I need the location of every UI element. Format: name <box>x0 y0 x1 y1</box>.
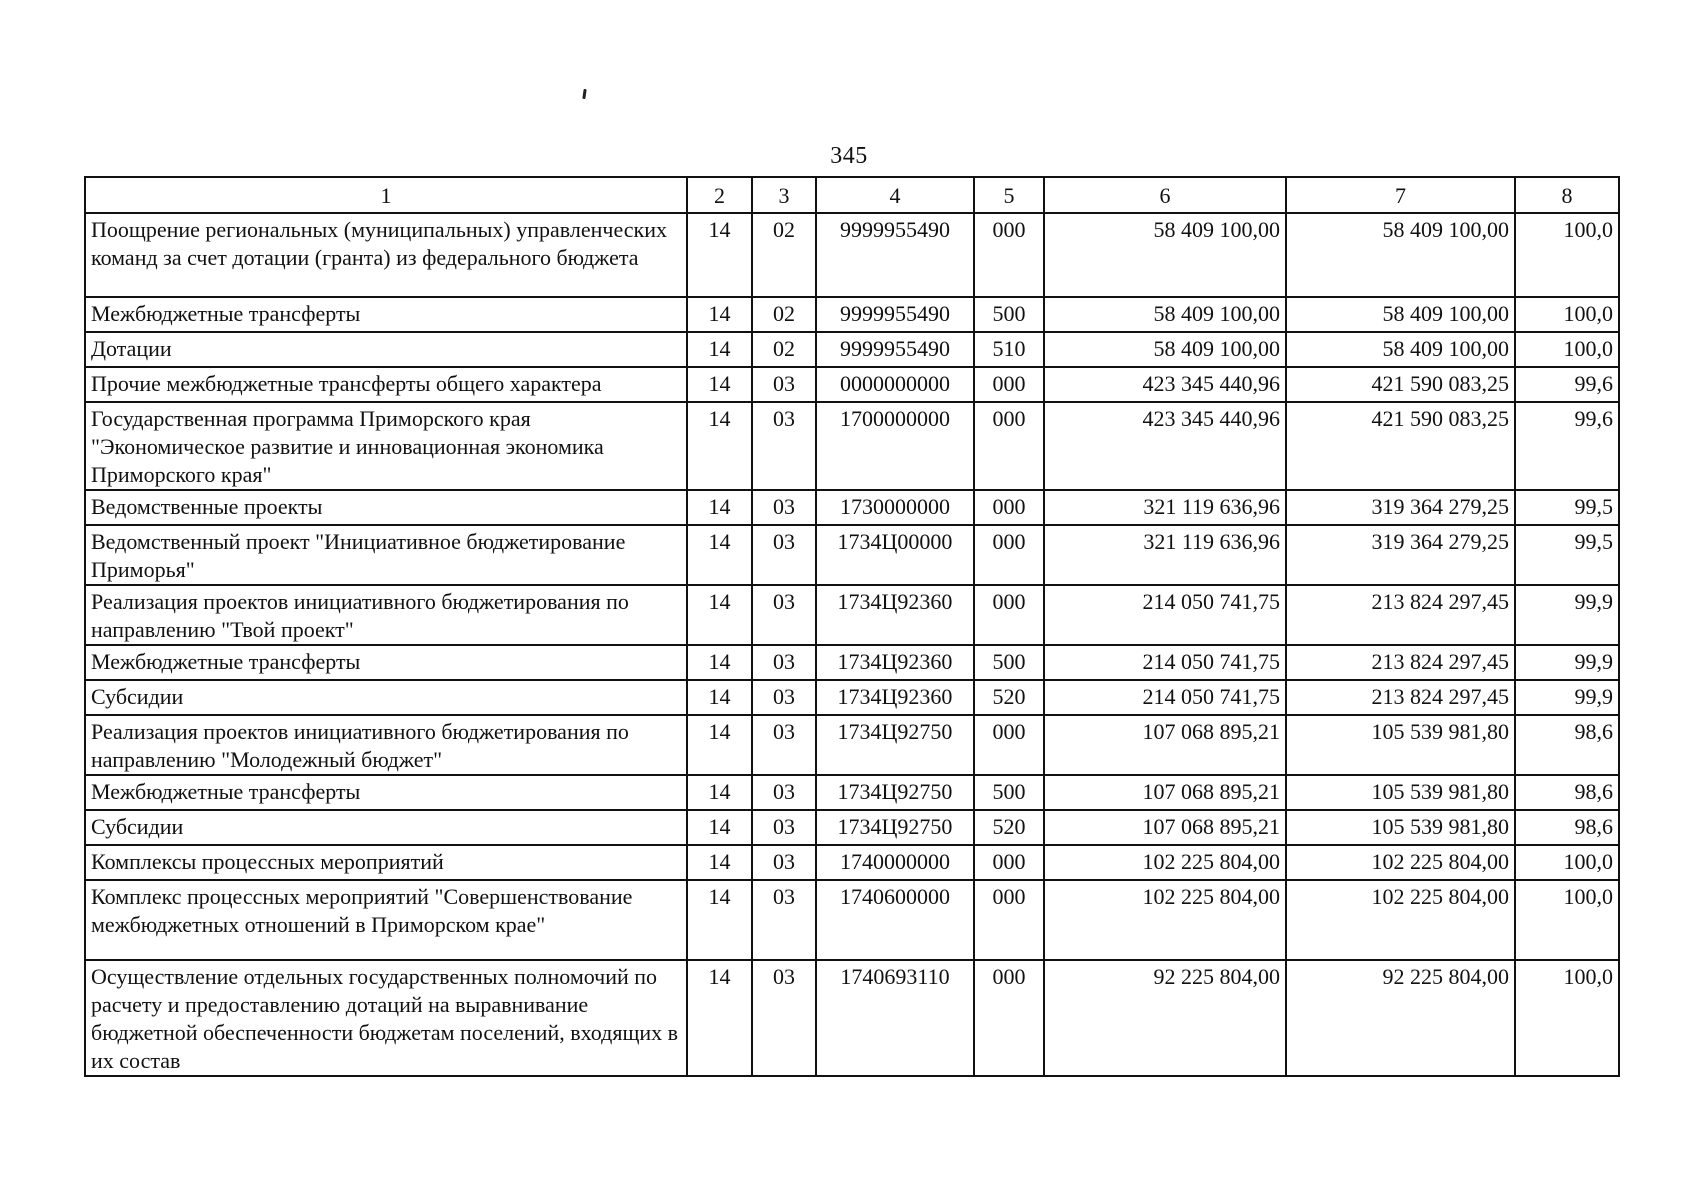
column-header-8: 8 <box>1515 177 1619 213</box>
target-article-code-cell: 9999955490 <box>816 297 974 332</box>
target-article-code-cell: 1734Ц00000 <box>816 525 974 585</box>
execution-percent-cell: 99,9 <box>1515 645 1619 680</box>
expense-type-code-cell: 000 <box>974 367 1044 402</box>
expense-type-code-cell: 000 <box>974 880 1044 960</box>
row-name-cell: Субсидии <box>85 680 687 715</box>
target-article-code-cell: 1740600000 <box>816 880 974 960</box>
row-name-cell: Межбюджетные трансферты <box>85 297 687 332</box>
execution-percent-cell: 99,9 <box>1515 585 1619 645</box>
expense-type-code-cell: 000 <box>974 845 1044 880</box>
subsection-code-cell: 03 <box>752 960 816 1076</box>
target-article-code-cell: 1700000000 <box>816 402 974 490</box>
row-name-cell: Субсидии <box>85 810 687 845</box>
target-article-code-cell: 1734Ц92750 <box>816 775 974 810</box>
table-row <box>85 880 1619 960</box>
column-header-4: 4 <box>816 177 974 213</box>
planned-amount-cell: 423 345 440,96 <box>1044 367 1286 402</box>
executed-amount-cell: 421 590 083,25 <box>1286 367 1515 402</box>
row-name-cell: Реализация проектов инициативного бюджетирования по направлению "Молодежный бюджет" <box>85 715 687 775</box>
executed-amount-cell: 58 409 100,00 <box>1286 213 1515 297</box>
expense-type-code-cell: 000 <box>974 715 1044 775</box>
execution-percent-cell: 99,9 <box>1515 680 1619 715</box>
executed-amount-cell: 105 539 981,80 <box>1286 715 1515 775</box>
table-body <box>85 213 1619 1076</box>
section-code-cell: 14 <box>687 775 752 810</box>
table-row <box>85 645 1619 680</box>
target-article-code-cell: 1734Ц92750 <box>816 810 974 845</box>
executed-amount-cell: 213 824 297,45 <box>1286 680 1515 715</box>
table-row <box>85 585 1619 645</box>
target-article-code-cell: 1734Ц92360 <box>816 585 974 645</box>
table-row <box>85 845 1619 880</box>
row-name-cell: Реализация проектов инициативного бюджетирования по направлению "Твой проект" <box>85 585 687 645</box>
planned-amount-cell: 92 225 804,00 <box>1044 960 1286 1076</box>
execution-percent-cell: 100,0 <box>1515 332 1619 367</box>
execution-percent-cell: 99,6 <box>1515 402 1619 490</box>
subsection-code-cell: 03 <box>752 402 816 490</box>
subsection-code-cell: 02 <box>752 332 816 367</box>
target-article-code-cell: 1740693110 <box>816 960 974 1076</box>
budget-table <box>84 176 1620 1077</box>
section-code-cell: 14 <box>687 490 752 525</box>
row-name-cell: Государственная программа Приморского края "Экономическое развитие и инновационная экономика Приморского края" <box>85 402 687 490</box>
table-row <box>85 680 1619 715</box>
execution-percent-cell: 100,0 <box>1515 213 1619 297</box>
executed-amount-cell: 105 539 981,80 <box>1286 775 1515 810</box>
planned-amount-cell: 214 050 741,75 <box>1044 585 1286 645</box>
planned-amount-cell: 107 068 895,21 <box>1044 810 1286 845</box>
execution-percent-cell: 100,0 <box>1515 960 1619 1076</box>
row-name-cell: Осуществление отдельных государственных полномочий по расчету и предоставлению дотаций на выравнивание бюджетной обеспеченности бюджетам поселений, входящих в их состав <box>85 960 687 1076</box>
subsection-code-cell: 03 <box>752 845 816 880</box>
target-article-code-cell: 1740000000 <box>816 845 974 880</box>
row-name-cell: Поощрение региональных (муниципальных) управленческих команд за счет дотации (гранта) из федерального бюджета <box>85 213 687 297</box>
table-row <box>85 525 1619 585</box>
subsection-code-cell: 03 <box>752 585 816 645</box>
executed-amount-cell: 58 409 100,00 <box>1286 332 1515 367</box>
section-code-cell: 14 <box>687 402 752 490</box>
column-header-6: 6 <box>1044 177 1286 213</box>
column-header-3: 3 <box>752 177 816 213</box>
expense-type-code-cell: 500 <box>974 775 1044 810</box>
execution-percent-cell: 100,0 <box>1515 297 1619 332</box>
expense-type-code-cell: 510 <box>974 332 1044 367</box>
row-name-cell: Ведомственный проект "Инициативное бюджетирование Приморья" <box>85 525 687 585</box>
planned-amount-cell: 102 225 804,00 <box>1044 845 1286 880</box>
section-code-cell: 14 <box>687 880 752 960</box>
planned-amount-cell: 58 409 100,00 <box>1044 297 1286 332</box>
table-row <box>85 402 1619 490</box>
section-code-cell: 14 <box>687 525 752 585</box>
planned-amount-cell: 321 119 636,96 <box>1044 525 1286 585</box>
planned-amount-cell: 423 345 440,96 <box>1044 402 1286 490</box>
section-code-cell: 14 <box>687 960 752 1076</box>
executed-amount-cell: 105 539 981,80 <box>1286 810 1515 845</box>
executed-amount-cell: 92 225 804,00 <box>1286 960 1515 1076</box>
execution-percent-cell: 98,6 <box>1515 775 1619 810</box>
row-name-cell: Комплекс процессных мероприятий "Совершенствование межбюджетных отношений в Приморском крае" <box>85 880 687 960</box>
subsection-code-cell: 03 <box>752 775 816 810</box>
target-article-code-cell: 1730000000 <box>816 490 974 525</box>
table-row <box>85 775 1619 810</box>
row-name-cell: Межбюджетные трансферты <box>85 645 687 680</box>
subsection-code-cell: 03 <box>752 490 816 525</box>
subsection-code-cell: 03 <box>752 715 816 775</box>
planned-amount-cell: 321 119 636,96 <box>1044 490 1286 525</box>
subsection-code-cell: 03 <box>752 880 816 960</box>
expense-type-code-cell: 000 <box>974 525 1044 585</box>
expense-type-code-cell: 500 <box>974 297 1044 332</box>
planned-amount-cell: 58 409 100,00 <box>1044 332 1286 367</box>
subsection-code-cell: 03 <box>752 525 816 585</box>
section-code-cell: 14 <box>687 845 752 880</box>
subsection-code-cell: 02 <box>752 297 816 332</box>
column-header-7: 7 <box>1286 177 1515 213</box>
table-row <box>85 367 1619 402</box>
planned-amount-cell: 102 225 804,00 <box>1044 880 1286 960</box>
execution-percent-cell: 100,0 <box>1515 845 1619 880</box>
execution-percent-cell: 99,5 <box>1515 490 1619 525</box>
subsection-code-cell: 03 <box>752 810 816 845</box>
planned-amount-cell: 214 050 741,75 <box>1044 645 1286 680</box>
header-row <box>85 177 1619 213</box>
expense-type-code-cell: 000 <box>974 213 1044 297</box>
section-code-cell: 14 <box>687 297 752 332</box>
planned-amount-cell: 107 068 895,21 <box>1044 715 1286 775</box>
section-code-cell: 14 <box>687 680 752 715</box>
expense-type-code-cell: 520 <box>974 810 1044 845</box>
expense-type-code-cell: 520 <box>974 680 1044 715</box>
subsection-code-cell: 02 <box>752 213 816 297</box>
target-article-code-cell: 1734Ц92360 <box>816 645 974 680</box>
executed-amount-cell: 213 824 297,45 <box>1286 585 1515 645</box>
table-row <box>85 332 1619 367</box>
expense-type-code-cell: 000 <box>974 585 1044 645</box>
table-row <box>85 297 1619 332</box>
column-header-5: 5 <box>974 177 1044 213</box>
expense-type-code-cell: 000 <box>974 490 1044 525</box>
row-name-cell: Межбюджетные трансферты <box>85 775 687 810</box>
execution-percent-cell: 99,6 <box>1515 367 1619 402</box>
executed-amount-cell: 213 824 297,45 <box>1286 645 1515 680</box>
planned-amount-cell: 58 409 100,00 <box>1044 213 1286 297</box>
execution-percent-cell: 99,5 <box>1515 525 1619 585</box>
executed-amount-cell: 319 364 279,25 <box>1286 490 1515 525</box>
page-number: 345 <box>830 143 868 169</box>
target-article-code-cell: 1734Ц92750 <box>816 715 974 775</box>
target-article-code-cell: 1734Ц92360 <box>816 680 974 715</box>
planned-amount-cell: 214 050 741,75 <box>1044 680 1286 715</box>
section-code-cell: 14 <box>687 585 752 645</box>
section-code-cell: 14 <box>687 213 752 297</box>
execution-percent-cell: 100,0 <box>1515 880 1619 960</box>
row-name-cell: Прочие межбюджетные трансферты общего характера <box>85 367 687 402</box>
section-code-cell: 14 <box>687 367 752 402</box>
executed-amount-cell: 102 225 804,00 <box>1286 880 1515 960</box>
subsection-code-cell: 03 <box>752 645 816 680</box>
row-name-cell: Комплексы процессных мероприятий <box>85 845 687 880</box>
subsection-code-cell: 03 <box>752 367 816 402</box>
planned-amount-cell: 107 068 895,21 <box>1044 775 1286 810</box>
row-name-cell: Дотации <box>85 332 687 367</box>
expense-type-code-cell: 500 <box>974 645 1044 680</box>
table-row <box>85 960 1619 1076</box>
executed-amount-cell: 319 364 279,25 <box>1286 525 1515 585</box>
execution-percent-cell: 98,6 <box>1515 810 1619 845</box>
table-row <box>85 490 1619 525</box>
column-header-2: 2 <box>687 177 752 213</box>
subsection-code-cell: 03 <box>752 680 816 715</box>
executed-amount-cell: 58 409 100,00 <box>1286 297 1515 332</box>
section-code-cell: 14 <box>687 715 752 775</box>
row-name-cell: Ведомственные проекты <box>85 490 687 525</box>
target-article-code-cell: 9999955490 <box>816 332 974 367</box>
table-row <box>85 213 1619 297</box>
section-code-cell: 14 <box>687 332 752 367</box>
table-row <box>85 810 1619 845</box>
section-code-cell: 14 <box>687 810 752 845</box>
column-header-1: 1 <box>85 177 687 213</box>
executed-amount-cell: 421 590 083,25 <box>1286 402 1515 490</box>
section-code-cell: 14 <box>687 645 752 680</box>
executed-amount-cell: 102 225 804,00 <box>1286 845 1515 880</box>
expense-type-code-cell: 000 <box>974 402 1044 490</box>
target-article-code-cell: 9999955490 <box>816 213 974 297</box>
table-row <box>85 715 1619 775</box>
expense-type-code-cell: 000 <box>974 960 1044 1076</box>
target-article-code-cell: 0000000000 <box>816 367 974 402</box>
execution-percent-cell: 98,6 <box>1515 715 1619 775</box>
stray-mark <box>582 89 586 99</box>
